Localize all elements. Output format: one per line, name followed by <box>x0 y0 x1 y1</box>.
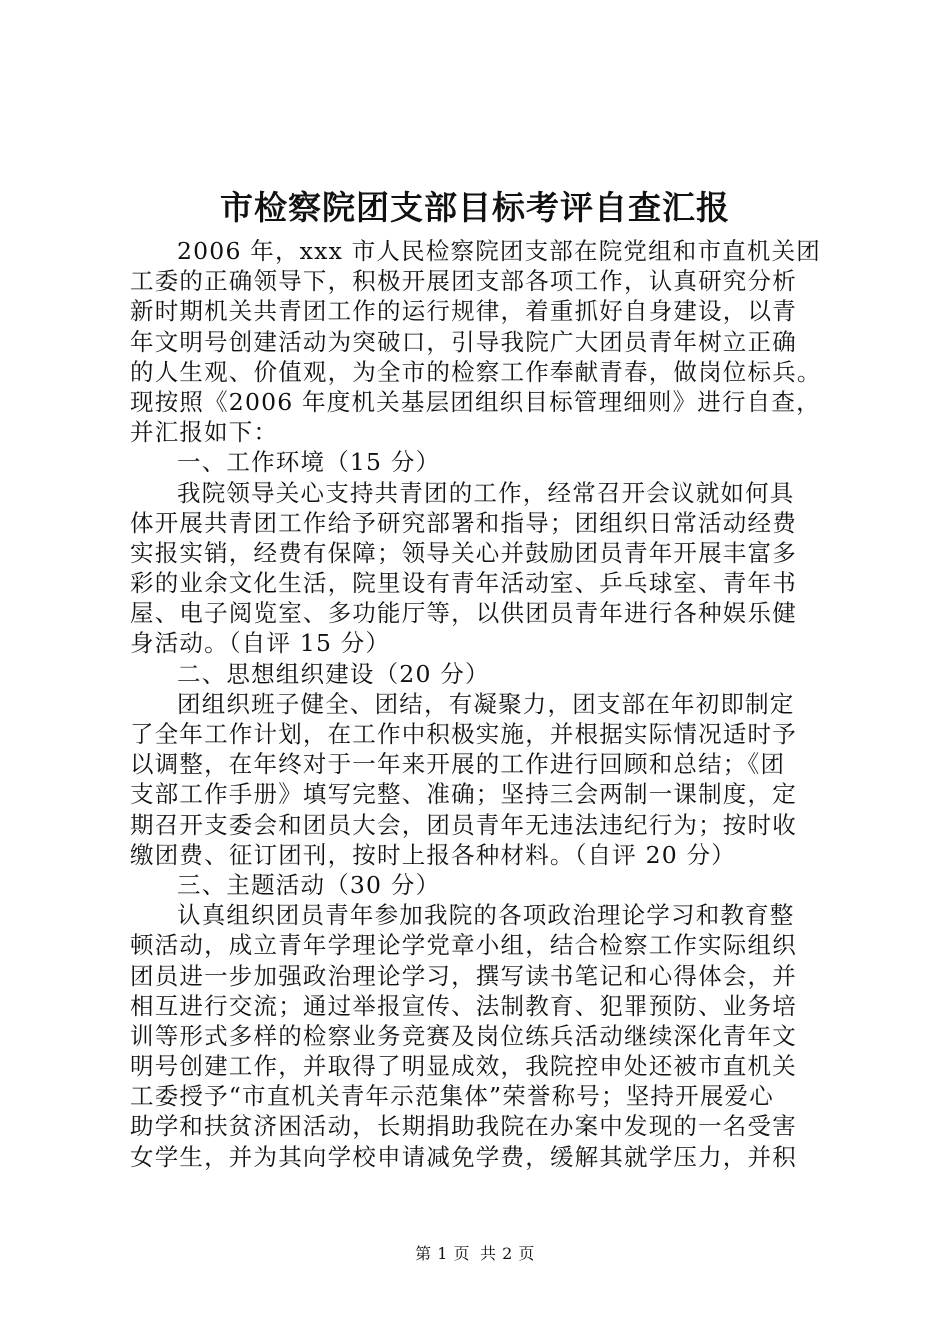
text-line: 认真组织团员青年参加我院的各项政治理论学习和教育整 <box>177 901 795 930</box>
text-line: 彩的业余文化生活，院里设有青年活动室、乒乓球室、青年书 <box>130 569 797 598</box>
text-line: 体开展共青团工作给予研究部署和指导；团组织日常活动经费 <box>130 508 797 537</box>
text-line: 一、工作环境（15 分） <box>177 448 441 477</box>
text-line: 助学和扶贫济困活动，长期捐助我院在办案中发现的一名受害 <box>130 1112 797 1141</box>
text-line: 支部工作手册》填写完整、准确；坚持三会两制一课制度，定 <box>130 780 797 809</box>
text-line: 年文明号创建活动为突破口，引导我院广大团员青年树立正确 <box>130 327 797 356</box>
document-title: 市检察院团支部目标考评自查汇报 <box>220 188 730 227</box>
text-line: 我院领导关心支持共青团的工作，经常召开会议就如何具 <box>177 478 795 507</box>
text-line: 女学生，并为其向学校申请减免学费，缓解其就学压力，并积 <box>130 1142 797 1171</box>
page-number-total: 共 2 页 <box>480 1244 535 1263</box>
text-line: 工委授予“市直机关青年示范集体”荣誉称号；坚持开展爱心 <box>130 1082 774 1111</box>
text-line: 现按照《2006 年度机关基层团组织目标管理细则》进行自查， <box>130 387 821 416</box>
text-line: 工委的正确领导下，积极开展团支部各项工作，认真研究分析 <box>130 267 797 296</box>
text-line: 并汇报如下： <box>130 418 279 447</box>
text-line: 身活动。（自评 15 分） <box>130 629 391 658</box>
document-body <box>130 236 832 1172</box>
text-line: 二、思想组织建设（20 分） <box>177 659 490 688</box>
text-line: 团组织班子健全、团结，有凝聚力，团支部在年初即制定 <box>177 689 795 718</box>
text-line: 期召开支委会和团员大会，团员青年无违法违纪行为；按时收 <box>130 810 797 839</box>
page-number-current: 第 1 页 <box>415 1244 470 1263</box>
page-footer <box>0 1243 950 1265</box>
text-line: 的人生观、价值观，为全市的检察工作奉献青春，做岗位标兵。 <box>130 357 822 386</box>
text-line: 明号创建工作，并取得了明显成效，我院控申处还被市直机关 <box>130 1052 797 1081</box>
text-line: 三、主题活动（30 分） <box>177 870 441 899</box>
text-line: 实报实销，经费有保障；领导关心并鼓励团员青年开展丰富多 <box>130 538 797 567</box>
text-line: 屋、电子阅览室、多功能厅等，以供团员青年进行各种娱乐健 <box>130 599 797 628</box>
text-line: 以调整，在年终对于一年来开展的工作进行回顾和总结；《团 <box>130 750 786 779</box>
text-line: 训等形式多样的检察业务竞赛及岗位练兵活动继续深化青年文 <box>130 1021 797 1050</box>
text-line: 新时期机关共青团工作的运行规律，着重抓好自身建设，以青 <box>130 297 797 326</box>
text-line: 相互进行交流；通过举报宣传、法制教育、犯罪预防、业务培 <box>130 991 797 1020</box>
text-line: 缴团费、征订团刊，按时上报各种材料。（自评 20 分） <box>130 840 736 869</box>
text-line: 2006 年，xxx 市人民检察院团支部在院党组和市直机关团 <box>177 237 822 265</box>
text-line: 团员进一步加强政治理论学习，撰写读书笔记和心得体会，并 <box>130 961 797 990</box>
text-line: 顿活动，成立青年学理论学党章小组，结合检察工作实际组织 <box>130 931 797 960</box>
text-line: 了全年工作计划，在工作中积极实施，并根据实际情况适时予 <box>130 720 797 748</box>
